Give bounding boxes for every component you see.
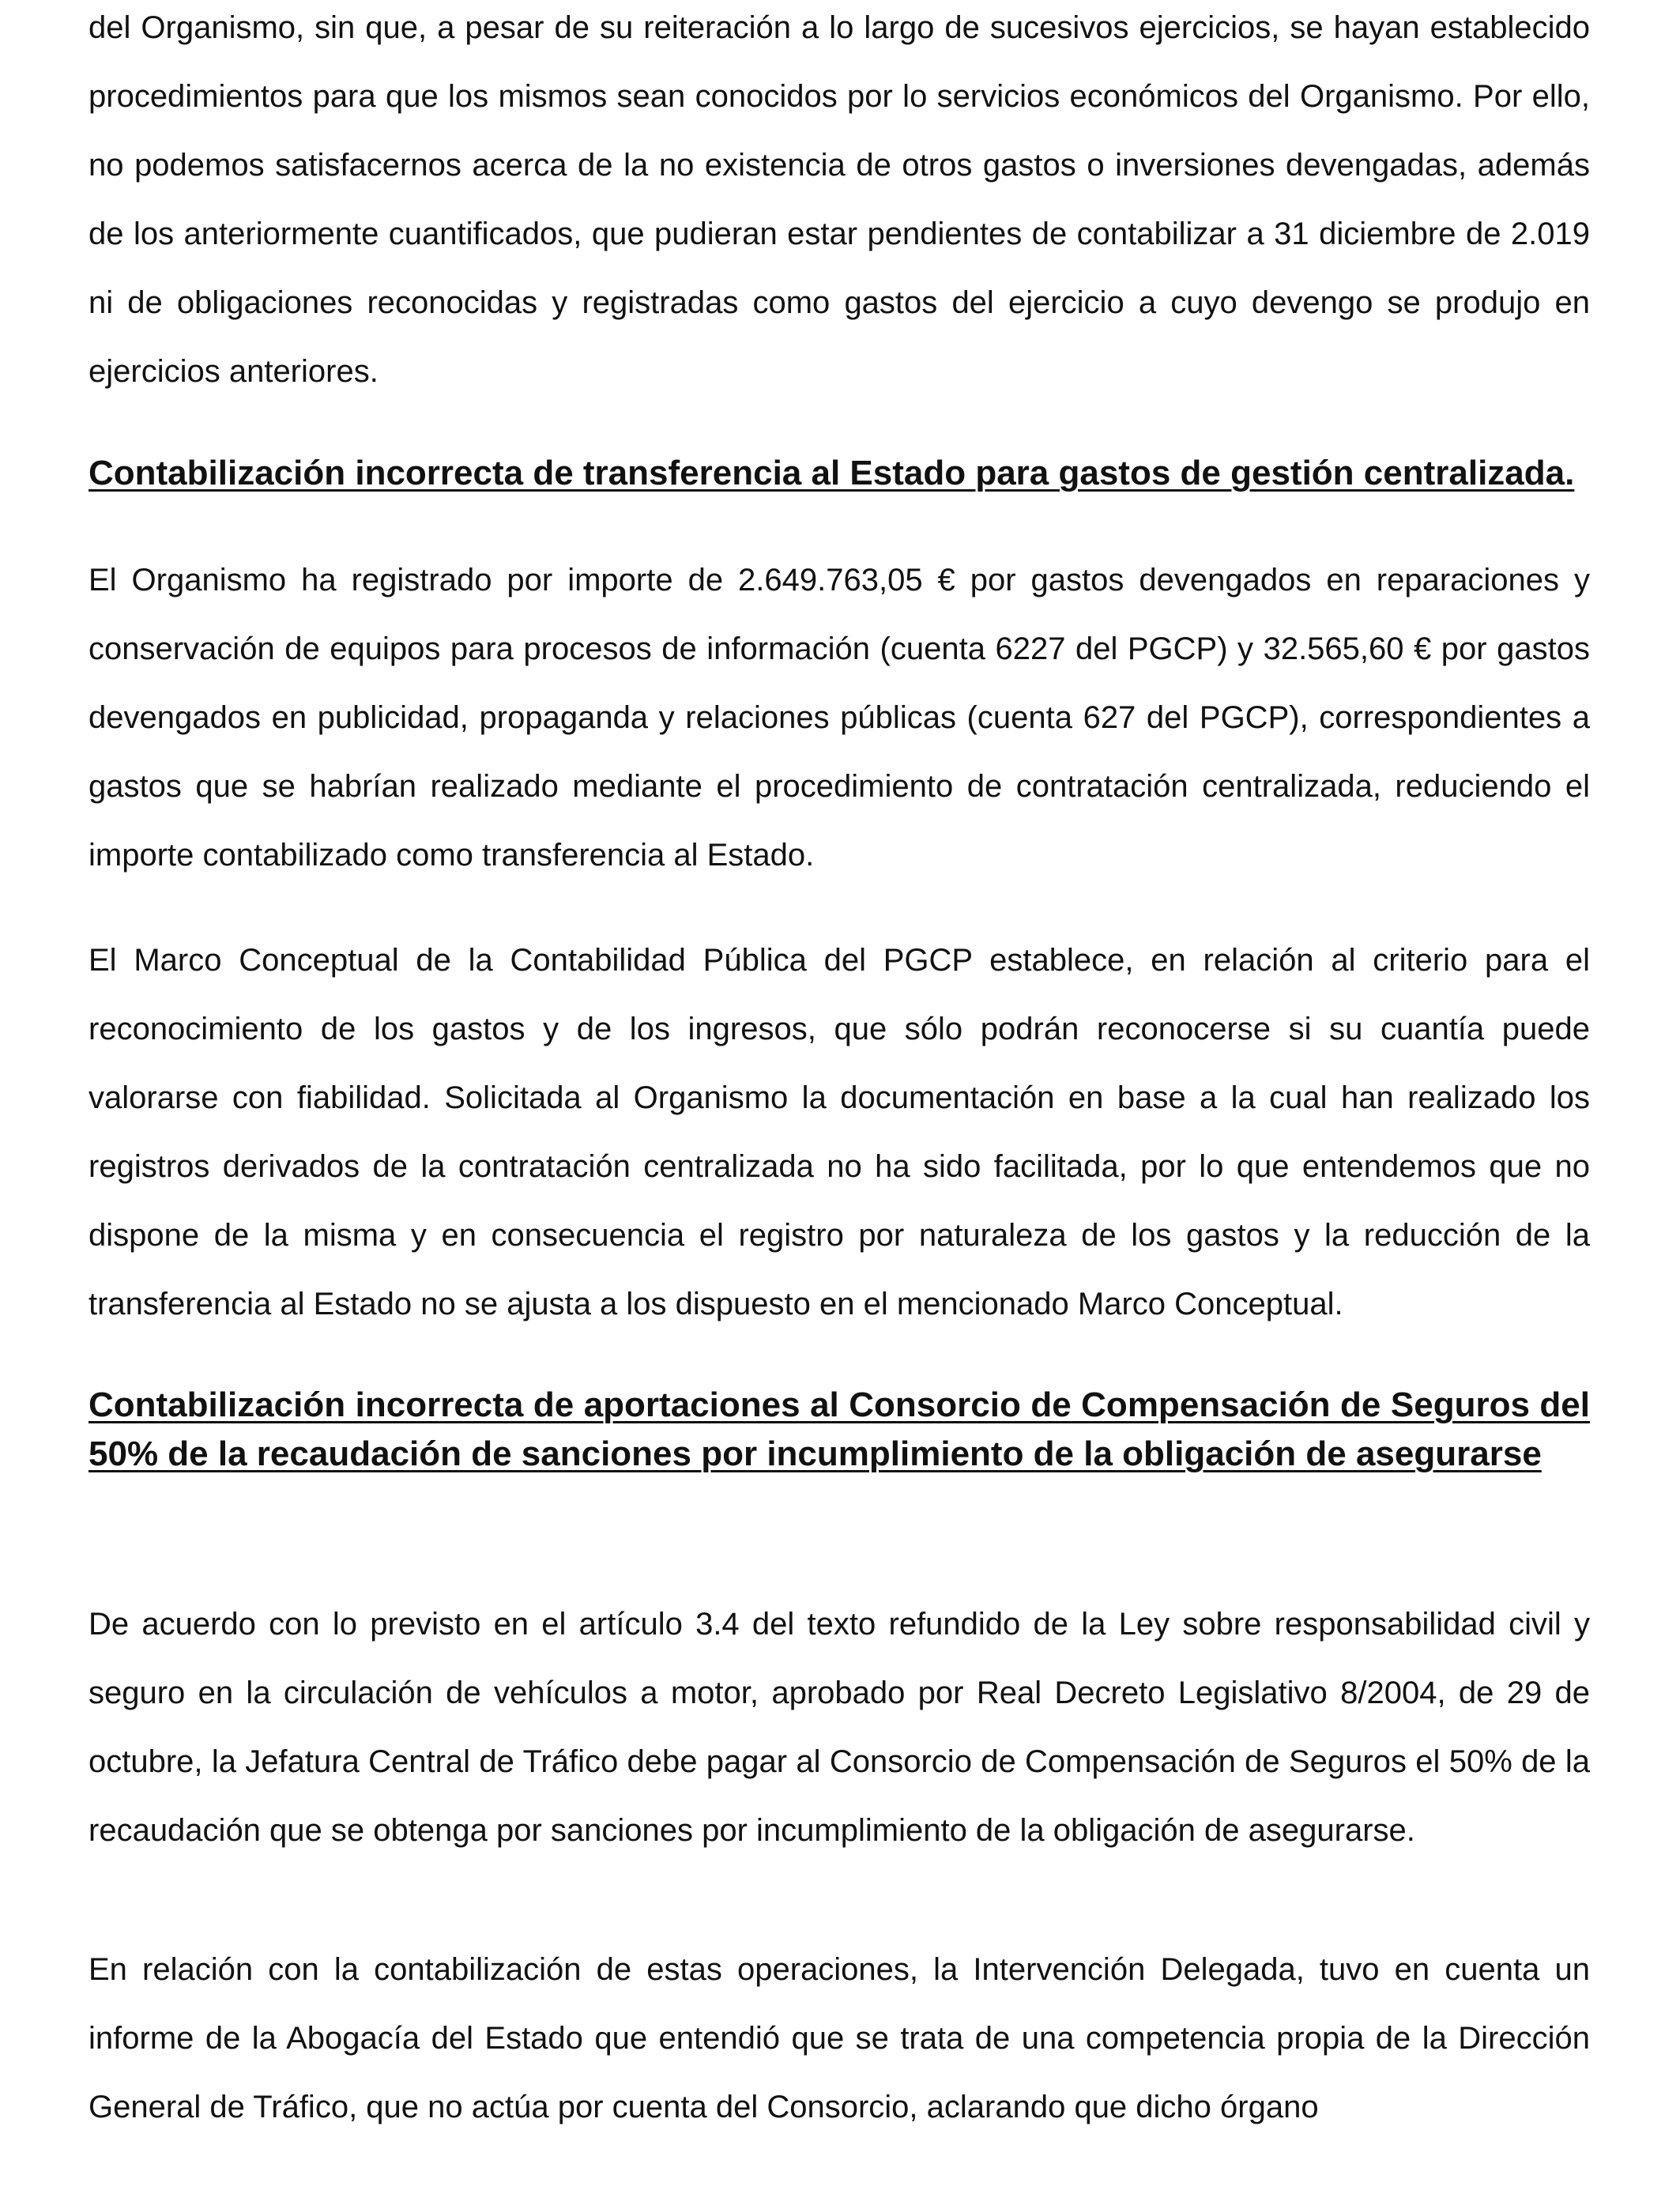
paragraph-conceptual-framework: El Marco Conceptual de la Contabilidad Pública del PGCP establece, en relación al criterio para el reconocimiento de los gastos y de los ingresos, que sólo podrán reconocerse si su cuantía puede valorarse con fiabilidad. Solicitada al Organismo la documentación en base a la cual han realizado los registros derivados de la contratación centralizada no ha sido facilitada, por lo que entendemos que no dispone de la misma y en consecuencia el registro por naturaleza de los gastos y la reducción de la transferencia al Estado no se ajusta a los dispuesto en el mencionado Marco Conceptual.	[89, 943, 1590, 1321]
heading-insurance-consortium: Contabilización incorrecta de aportaciones al Consorcio de Compensación de Seguros del 50% de la recaudación de sanciones por incumplimiento de la obligación de asegurarse	[89, 1385, 1590, 1473]
paragraph-accounting-treatment: En relación con la contabilización de estas operaciones, la Intervención Delegada, tuvo en cuenta un informe de la Abogacía del Estado que entendió que se trata de una competencia propia de la Dirección General de Tráfico, que no actúa por cuenta del Consorcio, aclarando que dicho órgano	[89, 1952, 1590, 2124]
paragraph-unrecorded-expenses: del Organismo, sin que, a pesar de su reiteración a lo largo de sucesivos ejercicios, se hayan establecido procedimientos para que los mismos sean conocidos por lo servicios económicos del Organismo. Por ello, no podemos satisfacernos acerca de la no existencia de otros gastos o inversiones devengadas, además de los anteriormente cuantificados, que pudieran estar pendientes de contabilizar a 31 diciembre de 2.019 ni de obligaciones reconocidas y registradas como gastos del ejercicio a cuyo devengo se produjo en ejercicios anteriores.	[89, 10, 1590, 389]
heading-centralized-expenses: Contabilización incorrecta de transferencia al Estado para gastos de gestión centralizada.	[89, 454, 1575, 492]
paragraph-legal-basis: De acuerdo con lo previsto en el artículo 3.4 del texto refundido de la Ley sobre responsabilidad civil y seguro en la circulación de vehículos a motor, aprobado por Real Decreto Legislativo 8/2004, de 29 de octubre, la Jefatura Central de Tráfico debe pagar al Consorcio de Compensación de Seguros el 50% de la recaudación que se obtenga por sanciones por incumplimiento de la obligación de asegurarse.	[89, 1607, 1590, 1848]
paragraph-recorded-amounts: El Organismo ha registrado por importe de 2.649.763,05 € por gastos devengados en reparaciones y conservación de equipos para procesos de información (cuenta 6227 del PGCP) y 32.565,60 € por gastos devengados en publicidad, propaganda y relaciones públicas (cuenta 627 del PGCP), correspondientes a gastos que se habrían realizado mediante el procedimiento de contratación centralizada, reduciendo el importe contabilizado como transferencia al Estado.	[89, 563, 1590, 873]
